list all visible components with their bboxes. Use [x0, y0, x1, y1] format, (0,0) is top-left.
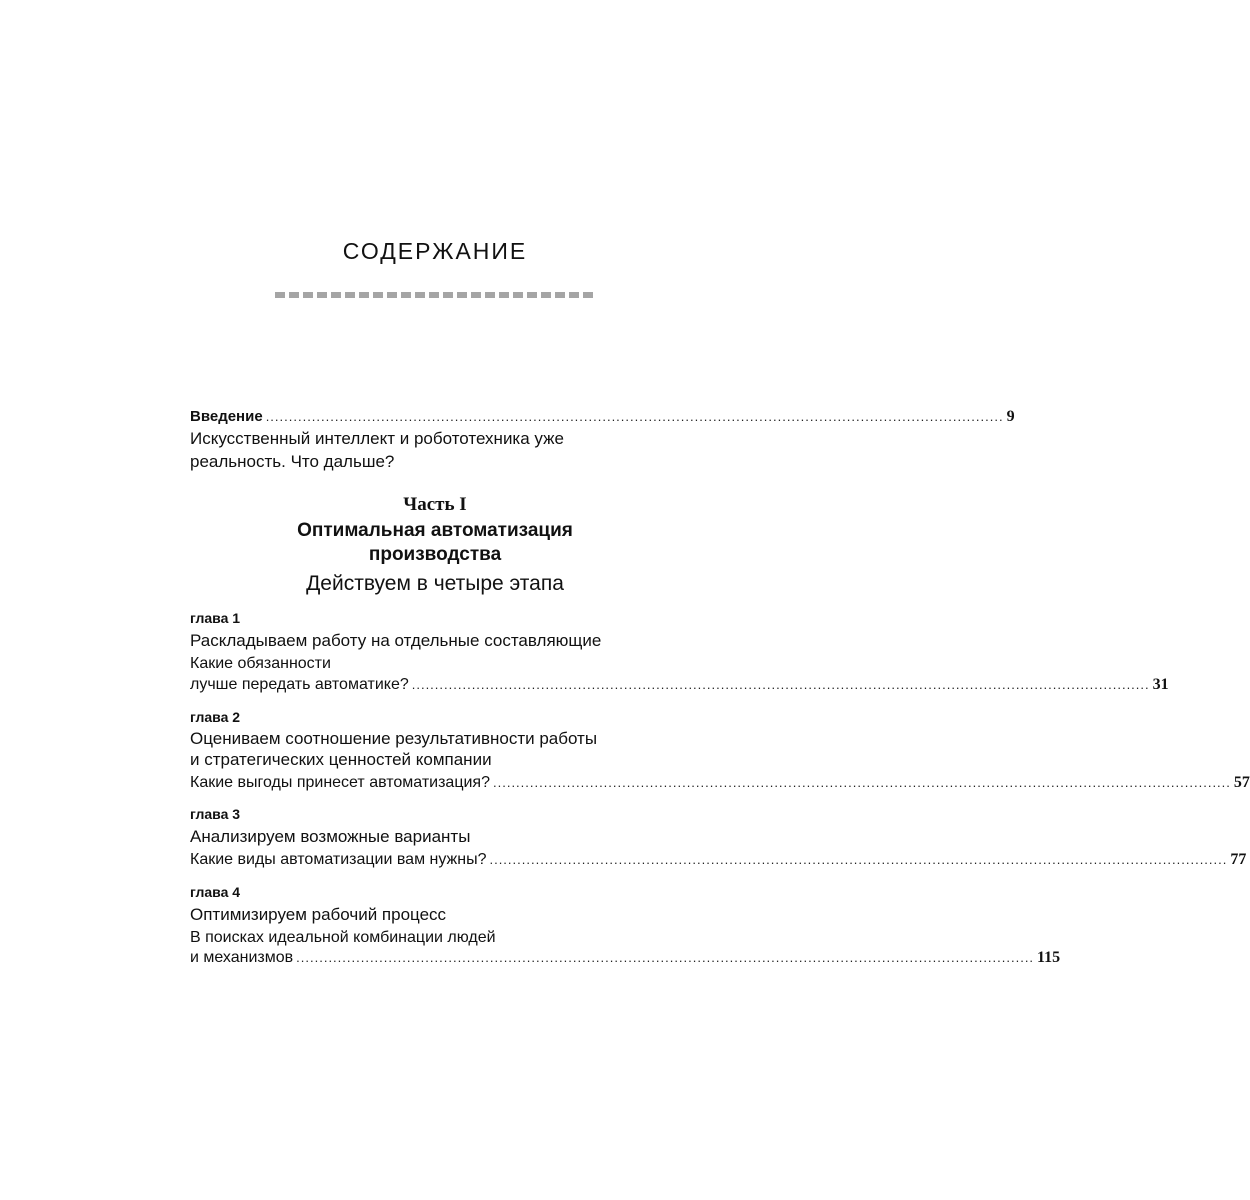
chapter-1-entry[interactable] — [190, 676, 1169, 694]
part-heading — [0, 494, 870, 516]
chapter-label: глава 2 — [190, 709, 241, 725]
intro-label: Введение — [190, 408, 263, 425]
chapter-page-number: 31 — [1152, 676, 1169, 693]
chapter-4-entry[interactable] — [190, 949, 1061, 967]
part-subtitle-block — [0, 572, 870, 596]
chapter-page-number: 57 — [1233, 774, 1250, 791]
chapter-desc-last-line: и механизмов — [190, 949, 294, 966]
chapter-3-entry[interactable] — [190, 851, 1247, 869]
part-title-block — [0, 519, 870, 567]
chapter-desc-last-line: Какие выгоды принесет автоматизация? — [190, 774, 490, 791]
part-title-line-1: Оптимальная автоматизация — [297, 520, 573, 541]
intro-line-2: реальность. Что дальше? — [190, 452, 395, 471]
title-dashed-rule — [275, 292, 593, 298]
chapter-desc-last-line: лучше передать автоматике? — [190, 676, 409, 693]
part-number: Часть I — [403, 494, 467, 515]
chapter-label: глава 1 — [190, 610, 241, 626]
chapter-2-entry[interactable] — [190, 774, 1250, 792]
chapter-title-line: Раскладываем работу на отдельные составляющие — [190, 631, 602, 650]
chapter-title-line: и стратегических ценностей компании — [190, 750, 492, 769]
leader-dots: ................................................................................................................................................................ — [411, 677, 1150, 692]
intro-line-1: Искусственный интеллект и робототехника уже — [190, 429, 564, 448]
part-subtitle: Действуем в четыре этапа — [306, 572, 564, 595]
intro-page-number: 9 — [1006, 408, 1015, 425]
chapter-label: глава 4 — [190, 884, 241, 900]
part-title-line-2: производства — [368, 544, 502, 565]
intro-entry[interactable] — [190, 408, 1015, 426]
chapter-desc-line: Какие обязанности — [190, 655, 331, 672]
leader-dots: ................................................................................................................................................................ — [493, 775, 1231, 790]
chapter-title-line: Оцениваем соотношение результативности работы — [190, 729, 598, 748]
chapter-desc-last-line: Какие виды автоматизации вам нужны? — [190, 851, 487, 868]
leader-dots: ................................................................................................................................................................ — [296, 950, 1035, 965]
chapter-page-number: 115 — [1037, 949, 1061, 966]
chapter-label: глава 3 — [190, 806, 241, 822]
chapter-title-line: Оптимизируем рабочий процесс — [190, 905, 447, 924]
leader-dots: ................................................................................................................................................................ — [489, 852, 1228, 867]
chapter-page-number: 77 — [1230, 851, 1247, 868]
chapter-desc-line: В поисках идеальной комбинации людей — [190, 929, 496, 946]
page-title: СОДЕРЖАНИЕ — [342, 238, 528, 264]
chapter-title-line: Анализируем возможные варианты — [190, 827, 471, 846]
leader-dots: ................................................................................................................................................................ — [265, 409, 1004, 424]
